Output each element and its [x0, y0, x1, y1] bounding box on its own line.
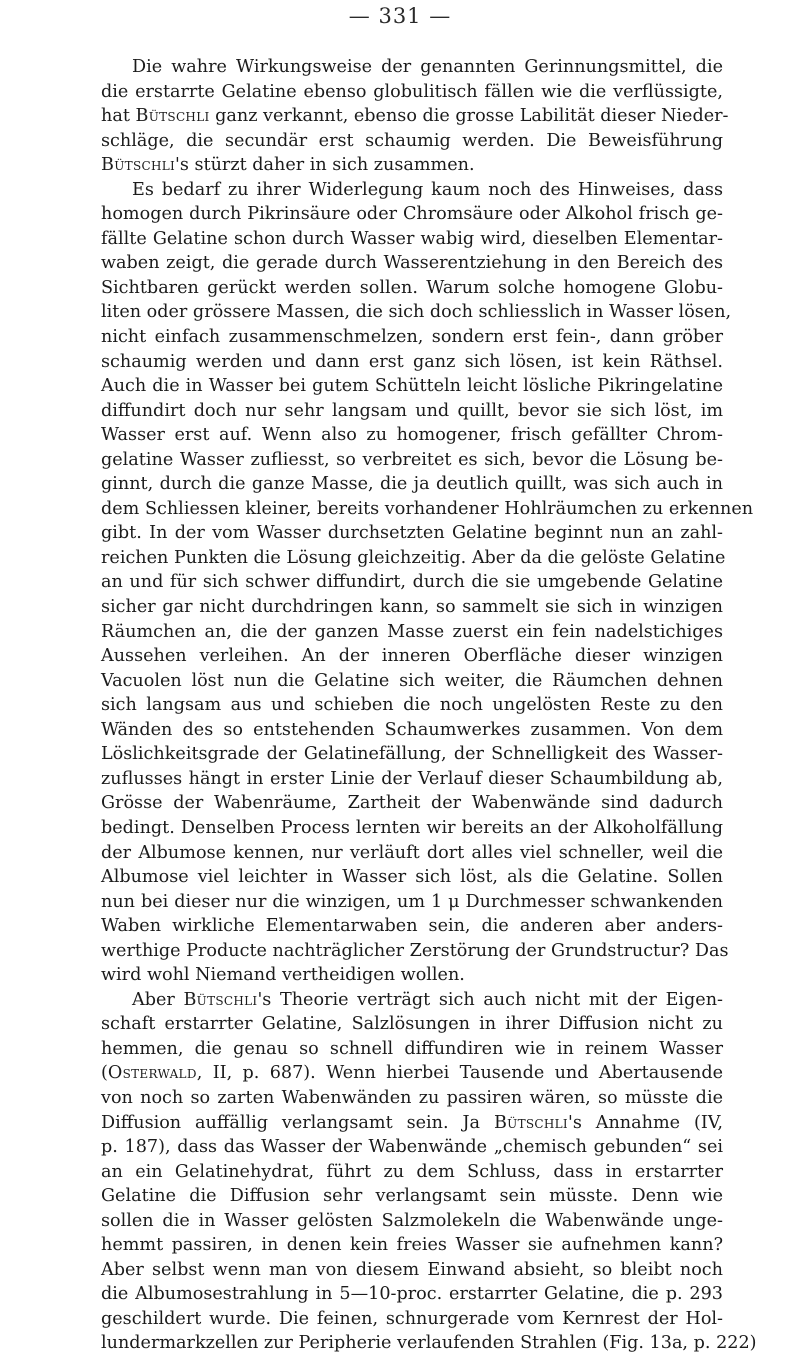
text-line: zuflusses hängt in erster Linie der Verlauf dieser Schaumbildung ab, — [101, 768, 723, 789]
text-line: Wänden des so entstehenden Schaumwerkes zusammen. Von dem — [101, 719, 723, 740]
author-name: Bütschli — [493, 1112, 568, 1133]
text-line: Löslichkeitsgrade der Gelatinefällung, der Schnelligkeit des Wasser- — [101, 744, 723, 765]
author-name: Bütschli — [135, 106, 210, 127]
author-name: Osterwald — [107, 1063, 197, 1084]
text-line: schaft erstarrter Gelatine, Salzlösungen in ihrer Diffusion nicht zu — [101, 1014, 723, 1035]
text-line: geschildert wurde. Die feinen, schnurgerade vom Kernrest der Hol- — [101, 1308, 723, 1329]
text-line: Aber Bütschli's Theorie verträgt sich auch nicht mit der Eigen- — [132, 989, 723, 1010]
text-line: gibt. In der vom Wasser durchsetzten Gelatine beginnt nun an zahl- — [101, 523, 723, 544]
text-line: waben zeigt, die gerade durch Wasserentziehung in den Bereich des — [101, 253, 723, 274]
text-line: an und für sich schwer diffundirt, durch die sie umgebende Gelatine — [101, 572, 723, 593]
text-line: (Osterwald, II, p. 687). Wenn hierbei Tausende und Abertausende — [101, 1063, 723, 1084]
text-line: liten oder grössere Massen, die sich doch schliesslich in Wasser lösen, — [101, 302, 732, 323]
text-line: nicht einfach zusammenschmelzen, sondern erst fein-, dann gröber — [101, 327, 723, 348]
text-line: Sichtbaren gerückt werden sollen. Warum solche homogene Globu- — [101, 277, 723, 298]
text-line: homogen durch Pikrinsäure oder Chromsäure oder Alkohol frisch ge- — [101, 204, 723, 225]
text-line: von noch so zarten Wabenwänden zu passiren wären, so müsste die — [101, 1087, 723, 1108]
text-line: Diffusion auffällig verlangsamt sein. Ja Bütschli's Annahme (IV, — [101, 1112, 723, 1133]
text-line: Es bedarf zu ihrer Widerlegung kaum noch des Hinweises, dass — [132, 179, 723, 200]
text-line: Bütschli's stürzt daher in sich zusammen. — [101, 155, 475, 176]
text-line: hemmen, die genau so schnell diffundiren wie in reinem Wasser — [101, 1038, 723, 1059]
text-line: ginnt, durch die ganze Masse, die ja deutlich quillt, was sich auch in — [101, 474, 723, 495]
text-line: Grösse der Wabenräume, Zartheit der Wabenwände sind dadurch — [101, 793, 723, 814]
text-line: die Albumosestrahlung in 5—10-proc. erstarrter Gelatine, die p. 293 — [101, 1284, 723, 1305]
text-line: Aber selbst wenn man von diesem Einwand absieht, so bleibt noch — [101, 1259, 723, 1280]
text-line: fällte Gelatine schon durch Wasser wabig wird, dieselben Elementar- — [101, 228, 723, 249]
text-line: Gelatine die Diffusion sehr verlangsamt sein müsste. Denn wie — [101, 1186, 723, 1207]
text-line: der Albumose kennen, nur verläuft dort alles viel schneller, weil die — [101, 842, 723, 863]
text-line: Vacuolen löst nun die Gelatine sich weiter, die Räumchen dehnen — [101, 670, 723, 691]
page-number: — 331 — — [348, 4, 452, 28]
text-line: Auch die in Wasser bei gutem Schütteln leicht lösliche Pikringelatine — [101, 376, 723, 397]
text-line: Waben wirkliche Elementarwaben sein, die anderen aber anders- — [101, 916, 723, 937]
text-line: hat Bütschli ganz verkannt, ebenso die grosse Labilität dieser Nieder- — [101, 106, 729, 127]
text-line: p. 187), dass das Wasser der Wabenwände „chemisch gebunden“ sei — [101, 1137, 723, 1158]
text-line: schaumig werden und dann erst ganz sich lösen, ist kein Räthsel. — [101, 351, 723, 372]
text-line: dem Schliessen kleiner, bereits vorhandener Hohlräumchen zu erkennen — [101, 498, 754, 519]
text-line: sollen die in Wasser gelösten Salzmolekeln die Wabenwände unge- — [101, 1210, 723, 1231]
author-name: Bütschli — [101, 155, 176, 176]
text-line: lundermarkzellen zur Peripherie verlaufenden Strahlen (Fig. 13a, p. 222) — [101, 1333, 757, 1354]
text-line: sicher gar nicht durchdringen kann, so sammelt sie sich in winzigen — [101, 597, 723, 618]
text-line: hemmt passiren, in denen kein freies Wasser sie aufnehmen kann? — [101, 1235, 723, 1256]
text-line: nun bei dieser nur die winzigen, um 1 μ Durchmesser schwankenden — [101, 891, 723, 912]
text-line: sich langsam aus und schieben die noch ungelösten Reste zu den — [101, 695, 723, 716]
text-line: Räumchen an, die der ganzen Masse zuerst ein fein nadelstichiges — [101, 621, 723, 642]
text-line: reichen Punkten die Lösung gleichzeitig. Aber da die gelöste Gelatine — [101, 547, 726, 568]
text-line: werthige Producte nachträglicher Zerstörung der Grundstructur? Das — [101, 940, 729, 961]
text-line: Albumose viel leichter in Wasser sich löst, als die Gelatine. Sollen — [101, 867, 723, 888]
text-line: schläge, die secundär erst schaumig werden. Die Beweisführung — [101, 130, 723, 151]
text-line: gelatine Wasser zufliesst, so verbreitet es sich, bevor die Lösung be- — [101, 449, 723, 470]
text-line: wird wohl Niemand vertheidigen wollen. — [101, 965, 465, 986]
text-line: an ein Gelatinehydrat, führt zu dem Schluss, dass in erstarrter — [101, 1161, 723, 1182]
body-text — [101, 55, 757, 1356]
author-name: Bütschli — [183, 989, 258, 1010]
text-line: Wasser erst auf. Wenn also zu homogener, frisch gefällter Chrom- — [101, 425, 723, 446]
text-line: die erstarrte Gelatine ebenso globulitisch fällen wie die verflüssigte, — [101, 81, 723, 102]
text-line: bedingt. Denselben Process lernten wir bereits an der Alkoholfällung — [101, 817, 723, 838]
text-line: diffundirt doch nur sehr langsam und quillt, bevor sie sich löst, im — [101, 400, 723, 421]
text-line: Aussehen verleihen. An der inneren Oberfläche dieser winzigen — [101, 646, 723, 667]
text-line: Die wahre Wirkungsweise der genannten Gerinnungsmittel, die — [132, 57, 723, 77]
